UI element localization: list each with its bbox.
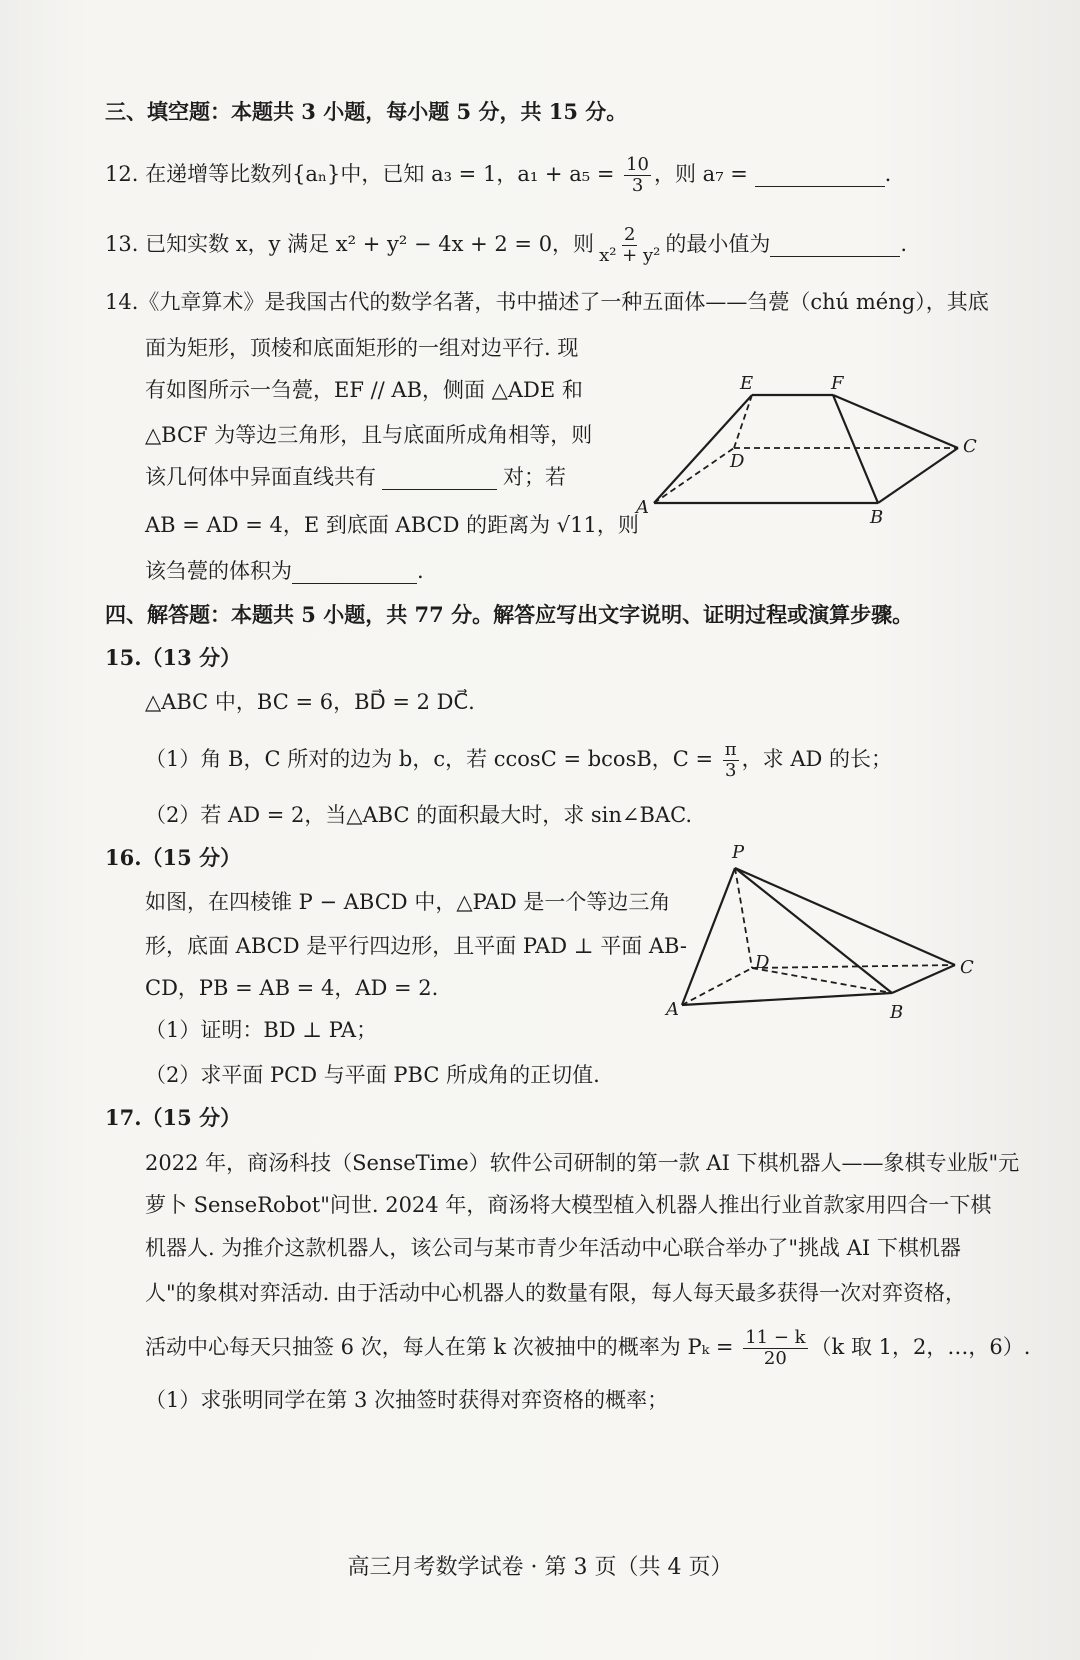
edge-pa [682, 868, 735, 1005]
fig16-label-a: A [666, 999, 679, 1020]
edge-dc-hidden [752, 965, 955, 968]
q16-part2: （2）求平面 PCD 与平面 PBC 所成角的正切值. [145, 1063, 600, 1087]
q14-line7b: . [417, 559, 424, 583]
q14-line5a: 该几何体中异面直线共有 [145, 465, 376, 489]
q16-title: 16.（15 分） [105, 845, 242, 870]
q15-part1 [145, 740, 892, 781]
q17-line1: 2022 年，商汤科技（SenseTime）软件公司研制的第一款 AI 下棋机器人——象棋专业版"元 [145, 1151, 1020, 1175]
fig16-label-b: B [890, 1002, 904, 1023]
section4-header: 四、解答题：本题共 5 小题，共 77 分。解答应写出文字说明、证明过程或演算步骤。 [105, 602, 914, 627]
q16-part1: （1）证明：BD ⊥ PA； [145, 1018, 378, 1042]
edge-bc [892, 965, 955, 993]
edge-pb [735, 868, 892, 993]
q14-answer-blank-1 [382, 467, 497, 490]
figure-14-chumeng [630, 365, 990, 525]
q13-text: 13. 已知实数 x，y 满足 x² + y² − 4x + 2 = 0，则 [105, 232, 595, 256]
edge-ab [682, 993, 892, 1005]
fig16-label-p: P [732, 842, 745, 863]
edge-pd-hidden [735, 868, 752, 968]
q13-frac-num: 2 [623, 224, 636, 245]
q17-line3: 机器人. 为推介这款机器人，该公司与某市青少年活动中心联合举办了"挑战 AI 下棋机器 [145, 1236, 961, 1260]
q14-line2: 面为矩形，顶棱和底面矩形的一组对边平行. 现 [145, 336, 579, 360]
q15-line1: △ABC 中，BC = 6，BD⃗ = 2 DC⃗. [145, 690, 475, 714]
q14-line6: AB = AD = 4，E 到底面 ABCD 的距离为 √11，则 [145, 513, 639, 537]
q14-line5b: 对；若 [503, 465, 566, 489]
q16-line1: 如图，在四棱锥 P − ABCD 中，△PAD 是一个等边三角 [145, 890, 671, 914]
edge-pc [735, 868, 955, 965]
q13-text-post: 的最小值为 [665, 232, 771, 256]
question-12 [105, 155, 891, 196]
q16-line2: 形，底面 ABCD 是平行四边形，且平面 PAD ⊥ 平面 AB- [145, 934, 687, 958]
q12-end: . [884, 162, 892, 186]
q13-answer-blank [770, 234, 900, 257]
question-13 [105, 225, 907, 266]
edge-ad-hidden [682, 968, 752, 1005]
section3-header: 三、填空题：本题共 3 小题，每小题 5 分，共 15 分。 [105, 99, 628, 124]
fig16-label-d: D [755, 952, 770, 973]
q15-part2: （2）若 AD = 2，当△ABC 的面积最大时，求 sin∠BAC. [145, 803, 693, 827]
q14-line7a: 该刍甍的体积为 [145, 559, 292, 583]
edge-bc [878, 448, 958, 503]
edge-ae [654, 395, 752, 503]
q17-title: 17.（15 分） [105, 1105, 242, 1130]
q14-answer-blank-2 [292, 561, 417, 584]
q15-fraction [723, 740, 739, 781]
q12-frac-den: 3 [631, 175, 644, 196]
edge-ad-hidden [654, 448, 734, 503]
edge-de-hidden [734, 395, 752, 448]
q12-text-post: ，则 a₇ = [654, 162, 755, 186]
edge-db-hidden [752, 968, 892, 993]
fig14-label-d: D [730, 451, 745, 472]
fig14-label-a: A [636, 497, 649, 518]
q12-text: 12. 在递增等比数列{aₙ}中，已知 a₃ = 1，a₁ + a₅ = [105, 162, 622, 186]
figure-16-pyramid [660, 840, 1000, 1025]
q17-part1: （1）求张明同学在第 3 次抽签时获得对弈资格的概率； [145, 1388, 669, 1412]
q17-line5-text: 活动中心每天只抽签 6 次，每人在第 k 次被抽中的概率为 Pₖ = [145, 1335, 741, 1359]
q13-frac-den: x² + y² [599, 245, 661, 266]
q13-fraction [597, 225, 662, 266]
q14-line3: 有如图所示一刍甍，EF // AB，侧面 △ADE 和 [145, 378, 583, 402]
q14-line7 [145, 556, 424, 586]
q17-line2: 萝卜 SenseRobot"问世. 2024 年，商汤将大模型植入机器人推出行业首款家用四合一下棋 [145, 1193, 992, 1217]
q16-line3: CD，PB = AB = 4，AD = 2. [145, 976, 439, 1000]
q15-p1-post: ，求 AD 的长； [741, 747, 892, 771]
fig14-label-f: F [831, 373, 844, 394]
q15-p1-text: （1）角 B，C 所对的边为 b，c，若 ccosC = bcosB，C = [145, 747, 720, 771]
fig16-label-c: C [960, 957, 974, 978]
page-footer: 高三月考数学试卷 · 第 3 页（共 4 页） [347, 1555, 733, 1580]
q17-fraction [743, 1328, 807, 1369]
q14-line1: 14.《九章算术》是我国古代的数学名著，书中描述了一种五面体——刍甍（chú méng），其底 [105, 290, 989, 314]
q12-fraction [624, 155, 651, 196]
q13-end: . [900, 232, 908, 256]
q15-frac-den: 3 [724, 760, 737, 781]
q17-frac-den: 20 [763, 1348, 787, 1369]
q12-frac-num: 10 [626, 154, 649, 175]
fig14-label-c: C [963, 436, 977, 457]
q15-title: 15.（13 分） [105, 645, 242, 670]
fig14-label-b: B [870, 507, 884, 525]
q17-line5-post: （k 取 1，2，…，6）. [810, 1335, 1031, 1359]
q12-answer-blank [755, 164, 885, 187]
fig14-label-e: E [740, 373, 754, 394]
q15-frac-num: π [724, 739, 737, 760]
q14-line5 [145, 462, 566, 492]
q14-line4: △BCF 为等边三角形，且与底面所成角相等，则 [145, 423, 593, 447]
q17-line5 [145, 1328, 1030, 1369]
q17-frac-num: 11 − k [745, 1327, 806, 1348]
q17-line4: 人"的象棋对弈活动. 由于活动中心机器人的数量有限，每人每天最多获得一次对弈资格， [145, 1281, 967, 1305]
